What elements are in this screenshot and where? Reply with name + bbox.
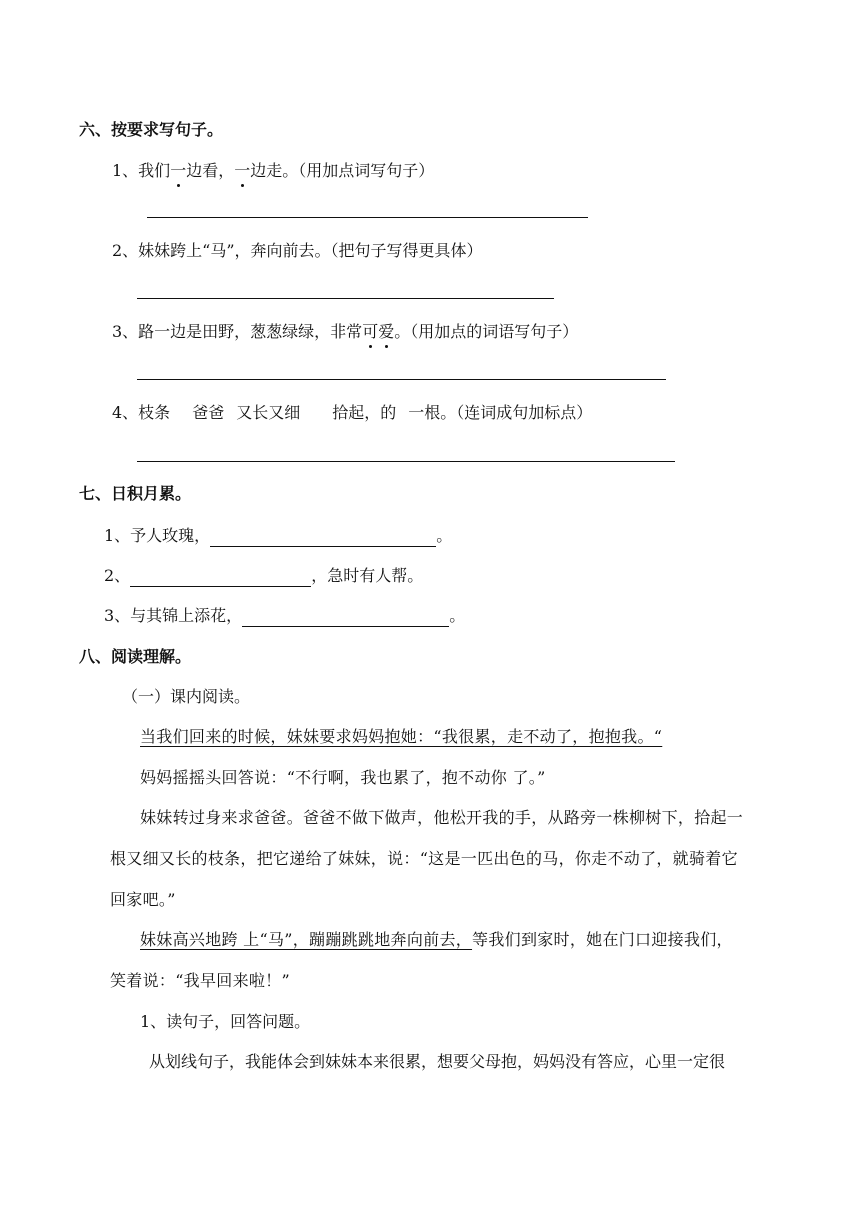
question-8-1: 1、读句子，回答问题。 [140, 1012, 311, 1031]
dotted-char: 一 [170, 161, 187, 180]
word-tile: 一根。（连词成句加标点） [408, 403, 593, 422]
question-8-1-prompt: 从划线句子，我能体会到妹妹本来很累，想要父母抱，妈妈没有答应，心里一定很 [149, 1052, 726, 1071]
underlined-sentence: 妹妹高兴地跨 上“马”，蹦蹦跳跳地奔向前去， [140, 930, 473, 949]
dotted-char: 一 [234, 161, 251, 180]
q7-1-text: 1、予人玫瑰， [104, 526, 211, 545]
passage-paragraph-1: 当我们回来的时候，妹妹要求妈妈抱她：“我很累，走不动了，抱抱我。“ [140, 727, 663, 746]
q6-3-text-c: 。（用加点的词语写句子） [394, 322, 579, 341]
question-6-4 [112, 402, 592, 424]
question-6-2: 2、妹妹跨上“马”，奔向前去。（把句子写得更具体） [112, 241, 483, 260]
word-tile: 4、枝条 [112, 403, 171, 422]
fill-blank-7-1[interactable] [210, 528, 436, 547]
passage-paragraph-2: 妈妈摇摇头回答说：“不行啊，我也累了，抱不动你 了。” [140, 768, 546, 787]
q6-3-text-a: 3、路一边是田野，葱葱绿绿，非常 [112, 322, 363, 341]
q6-1-text-b: 边看， [186, 161, 235, 180]
answer-line-6-4[interactable] [137, 461, 675, 462]
fill-blank-7-3[interactable] [242, 608, 449, 627]
passage-paragraph-3-line-2: 根又细又长的枝条，把它递给了妹妹，说：“这是一匹出色的马，你走不动了，就骑着它 [110, 849, 738, 868]
word-tile: 拾起，的 [332, 403, 397, 422]
section-7-heading: 七、日积月累。 [79, 484, 192, 503]
subsection-in-class-reading: （一）课内阅读。 [122, 687, 251, 706]
question-7-2 [104, 565, 423, 587]
question-6-1 [112, 160, 434, 182]
q6-1-text-a: 1、我们 [112, 161, 171, 180]
question-6-3 [112, 321, 578, 343]
section-6-heading: 六、按要求写句子。 [79, 120, 224, 139]
passage-paragraph-3-line-1: 妹妹转过身来求爸爸。爸爸不做下做声，他松开我的手，从路旁一株柳树下，拾起一 [140, 808, 744, 827]
q7-2-num: 2、 [104, 566, 131, 585]
answer-line-6-1[interactable] [147, 217, 588, 218]
question-7-1 [104, 525, 452, 547]
answer-line-6-3[interactable] [137, 379, 666, 380]
dotted-char: 爱 [378, 322, 395, 341]
fill-blank-7-2[interactable] [130, 568, 311, 587]
q7-3-text: 3、与其锦上添花， [104, 606, 243, 625]
q7-1-end: 。 [436, 526, 453, 545]
answer-line-6-2[interactable] [137, 298, 554, 299]
passage-paragraph-3-line-3: 回家吧。” [110, 890, 176, 909]
q6-1-text-c: 边走。（用加点词写句子） [250, 161, 435, 180]
q7-2-text: ，急时有人帮。 [311, 566, 424, 585]
passage-text: 等我们到家时，她在门口迎接我们， [472, 930, 733, 949]
dotted-char: 可 [362, 322, 379, 341]
q7-3-end: 。 [449, 606, 466, 625]
word-tile: 又长又细 [236, 403, 301, 422]
passage-paragraph-4-line-2: 笑着说：“我早回来啦！” [110, 971, 290, 990]
question-7-3 [104, 605, 465, 627]
word-tile: 爸爸 [192, 403, 225, 422]
passage-paragraph-4-line-1 [140, 929, 733, 951]
section-8-heading: 八、阅读理解。 [79, 647, 192, 666]
